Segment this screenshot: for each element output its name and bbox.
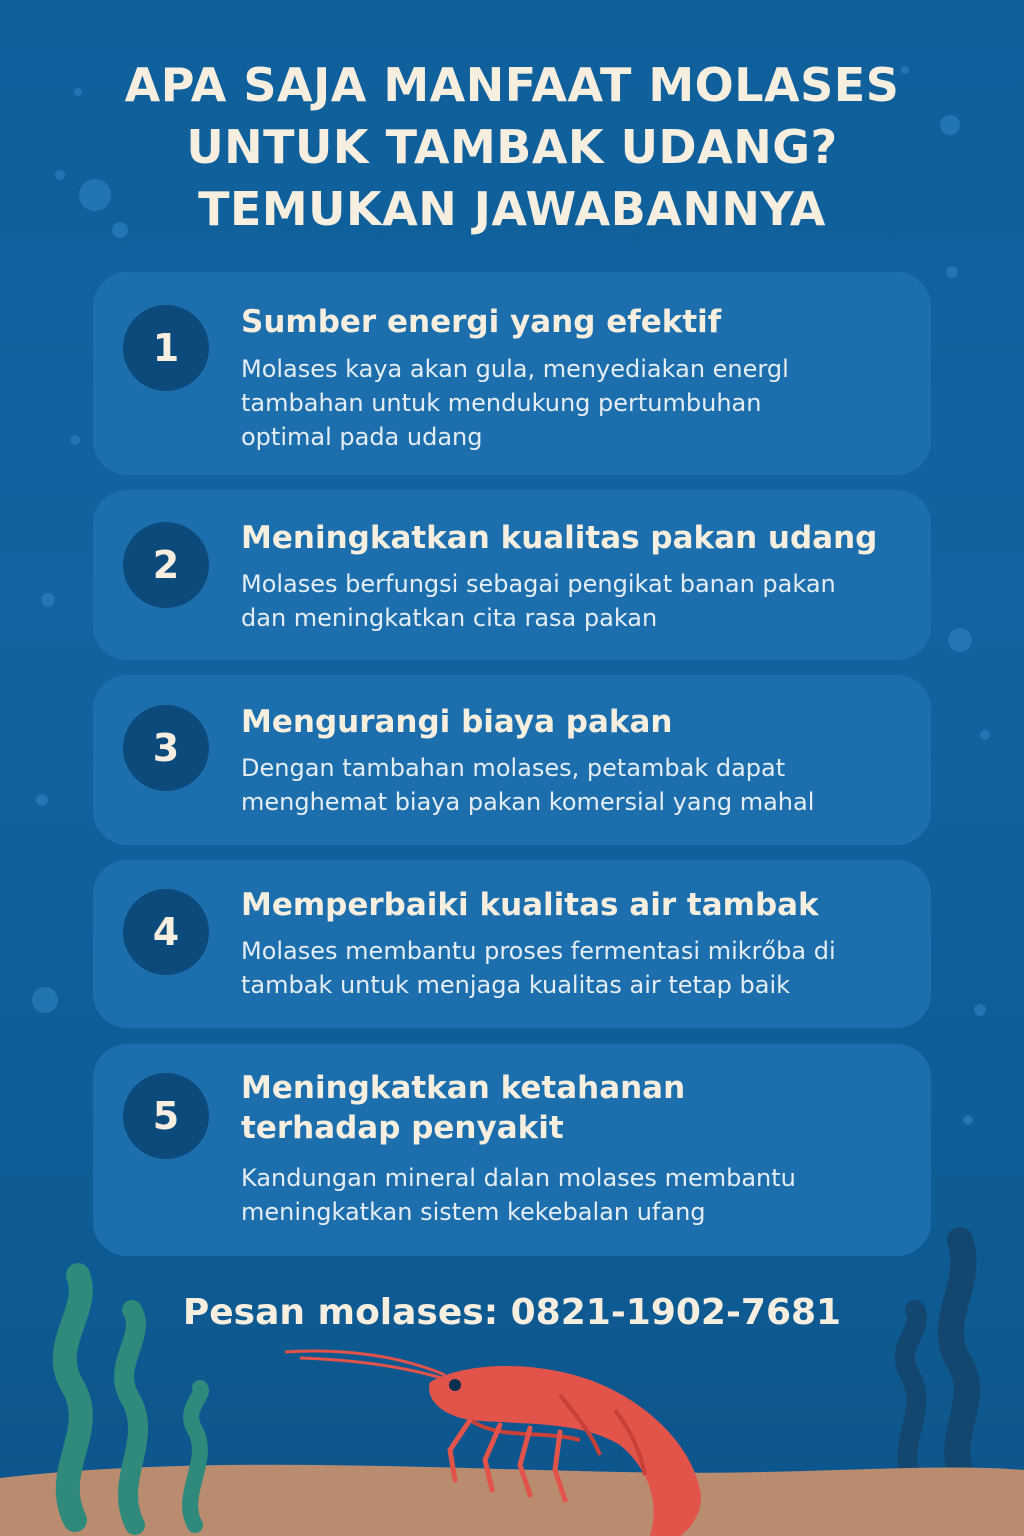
description-line: meningkatkan sistem kekebalan ufang: [241, 1198, 706, 1226]
description-line: tambahan untuk mendukung pertumbuhan: [241, 389, 762, 417]
order-contact: Pesan molases: 0821-1902-7681: [182, 1292, 842, 1333]
sand-floor: [0, 1465, 1024, 1536]
description-line: Kandungan mineral dalan molases membantu: [241, 1164, 796, 1192]
description-line: optimal pada udang: [241, 423, 483, 451]
number-badge: 1: [123, 305, 209, 391]
benefit-description: [241, 934, 915, 1002]
title-line-3: TEMUKAN JAWABANNYA: [198, 182, 826, 236]
benefit-card-2: [93, 490, 931, 660]
description-line: dan meningkatkan cita rasa pakan: [241, 604, 658, 632]
benefit-card-5: [93, 1044, 931, 1256]
description-line: Molases berfungsi sebagai pengikat banan pakan: [241, 570, 836, 598]
benefit-title-line: terhadap penyakit: [241, 1110, 564, 1146]
seaweed-right-decoration: [905, 1240, 967, 1480]
title-line-1: APA SAJA MANFAAT MOLASES: [124, 58, 900, 112]
benefit-title: Meningkatkan kualitas pakan udang: [241, 520, 878, 556]
benefit-card-4: [93, 860, 931, 1028]
benefit-title: [241, 1068, 911, 1148]
benefit-description: [241, 1161, 915, 1229]
benefit-title: Mengurangi biaya pakan: [241, 704, 673, 740]
title-line-2: UNTUK TAMBAK UDANG?: [186, 120, 838, 174]
benefit-card-1: [93, 272, 931, 475]
description-line: Molases membantu proses fermentasi mikrőba di: [241, 937, 836, 965]
description-line: Molases kaya akan gula, menyediakan energl: [241, 355, 789, 383]
description-line: menghemat biaya pakan komersial yang mahal: [241, 788, 815, 816]
number-badge: 5: [123, 1073, 209, 1159]
number-badge: 4: [123, 889, 209, 975]
description-line: tambak untuk menjaga kualitas air tetap baik: [241, 971, 791, 999]
description-line: Dengan tambahan molases, petambak dapat: [241, 754, 786, 782]
benefit-title: Sumber energi yang efektif: [241, 304, 722, 340]
benefit-description: [241, 751, 915, 819]
benefit-title-line: Meningkatkan ketahanan: [241, 1070, 686, 1106]
number-badge: 3: [123, 705, 209, 791]
number-badge: 2: [123, 522, 209, 608]
page-title: [60, 54, 964, 240]
benefit-title: Memperbaiki kualitas air tambak: [241, 887, 819, 923]
benefit-card-3: [93, 675, 931, 845]
benefit-description: [241, 352, 915, 454]
benefit-description: [241, 567, 915, 635]
